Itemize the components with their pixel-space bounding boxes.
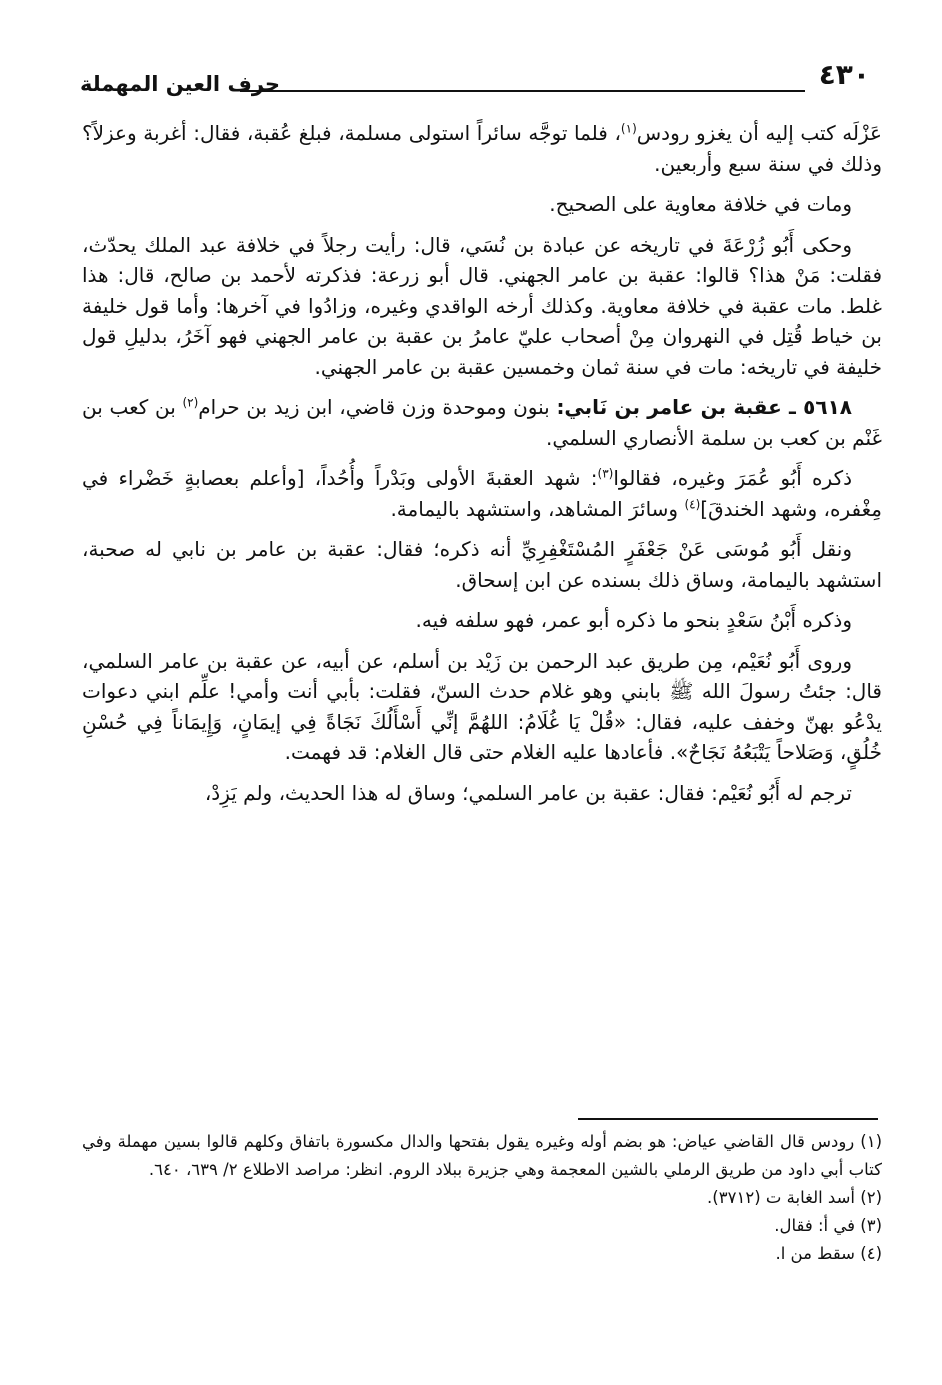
paragraph-text: وروى أَبُو نُعَيْم، مِن طريق عبد الرحمن بن زَيْد بن أسلم، عن أبيه، عن عقبة بن عامر السلمي، قال: جئتُ رسولَ الله ﷺ بابني وهو غلام حدث السنّ، فقلت: بأبي أنت وأمي! علِّم ابني دعوات يدْعُو بهنّ وخفف عليه، فقال: «قُلْ يَا غُلَامُ: اللهُمَّ إنِّي أَسْأَلُكَ نَجَاةً فِي إيمَانٍ، وَإِيمَاناً فِي حُسْنِ خُلُقٍ، وَصَلاحاً يَتْبَعُهُ نَجَاحٌ». فأعادها عليه الغلام حتى قال الغلام: قد فهمت. <box>82 648 882 764</box>
paragraph-text: بنون وموحدة وزن قاضي، ابن زيد بن حرام <box>198 395 557 419</box>
footnote-ref: (٢) <box>182 395 199 410</box>
paragraph-text: وذكره أَبْنُ سَعْدٍ بنحو ما ذكره أبو عمر، فهو سلفه فيه. <box>415 608 852 632</box>
paragraph <box>82 230 882 383</box>
paragraph <box>82 534 882 595</box>
main-text <box>82 118 882 818</box>
footnote: (٤) سقط من ا. <box>775 1244 882 1263</box>
paragraph-text: وسائرَ المشاهد، واستشهد باليمامة. <box>390 496 685 521</box>
paragraph-text: عَزْلَه كتب إليه أن يغزو رودس <box>636 121 882 145</box>
running-title: حرف العين المهملة <box>80 72 281 96</box>
footnote-ref: (٤) <box>684 496 701 511</box>
paragraph <box>82 189 882 220</box>
paragraph-text: بن كعب بن غَنْم بن كعب بن سلمة الأنصاري السلمي. <box>82 395 882 450</box>
paragraph-text: ومات في خلافة معاوية على الصحيح. <box>549 192 852 216</box>
paragraph-text: ونقل أَبُو مُوسَى عَنْ جَعْفَرٍ المُسْتَغْفِرِيِّ أنه ذكره؛ فقال: عقبة بن عامر بن نابي له صحبة، استشهد باليمامة، وساق ذلك بسنده عن ابن إسحاق. <box>82 537 882 592</box>
page-number: ٤٣٠ <box>818 58 870 91</box>
page-header <box>80 58 880 98</box>
paragraph-text: وحكى أَبُو زُرْعَةَ في تاريخه عن عبادة بن نُسَي، قال: رأيت رجلاً في خلافة عبد الملك يحدّث، فقلت: مَنْ هذا؟ قالوا: عقبة بن عامر الجهني. قال أبو زرعة: فذكرته لأحمد بن صالح، قال: هذا غلط. مات عقبة في خلافة معاوية. وكذلك أرخه الواقدي وغيره، وزادُوا في آخرها: وأما قول خليفة بن خياط قُتِل في النهروان مِنْ أصحاب عليّ عامرُ بن عقبة بن عامر الجهني فهو آخَرُ، بدليلِ قول خليفة في تاريخه: مات في سنة ثمان وخمسين عقبة بن عامر الجهني. <box>82 232 882 379</box>
paragraph <box>82 605 882 636</box>
entry-paragraph <box>82 392 882 453</box>
paragraph-text: : شهد العقبةَ الأولى وبَدْراً وأُحُداً، [وأعلم بعصابةٍ خَضْراء في مِغْفره، وشهد الخندقَ] <box>82 466 882 521</box>
footnote-ref: (٣) <box>597 466 614 481</box>
paragraph <box>82 778 882 809</box>
footnotes <box>82 1128 882 1268</box>
footnote: (٢) أسد الغابة ت (٣٧١٢). <box>707 1188 882 1207</box>
footnote: (٣) في أ: فقال. <box>774 1216 882 1235</box>
paragraph <box>82 118 882 179</box>
header-rule <box>240 90 805 92</box>
footnote-ref: (١) <box>620 121 637 136</box>
paragraph <box>82 646 882 768</box>
paragraph <box>82 463 882 524</box>
footnote-rule <box>578 1118 878 1120</box>
entry-heading: ٥٦١٨ ـ عقبة بن عامر بن نَابي: <box>556 395 852 419</box>
paragraph-text: ذكره أَبُو عُمَرَ وغيره، فقالوا <box>613 466 852 490</box>
paragraph-text: ترجم له أَبُو نُعَيْم: فقال: عقبة بن عامر السلمي؛ وساق له هذا الحديث، ولم يَزِدْ، <box>204 780 852 805</box>
footnote: (١) رودس قال القاضي عياض: هو بضم أوله وغيره يقول بفتحها والدال مكسورة باتفاق وكلهم قالوا بسين مهملة وفي كتاب أبي داود من طريق الرملي بالشين المعجمة وهي جزيرة ببلاد الروم. انظر: مراصد الاطلاع ٢/ ٦٣٩، ٦٤٠. <box>82 1132 882 1179</box>
paragraph-text: ، فلما توجَّه سائراً استولى مسلمة، فبلغ عُقبة، فقال: أغربة وعزلاً؟ وذلك في سنة سبع وأربعين. <box>82 121 882 176</box>
